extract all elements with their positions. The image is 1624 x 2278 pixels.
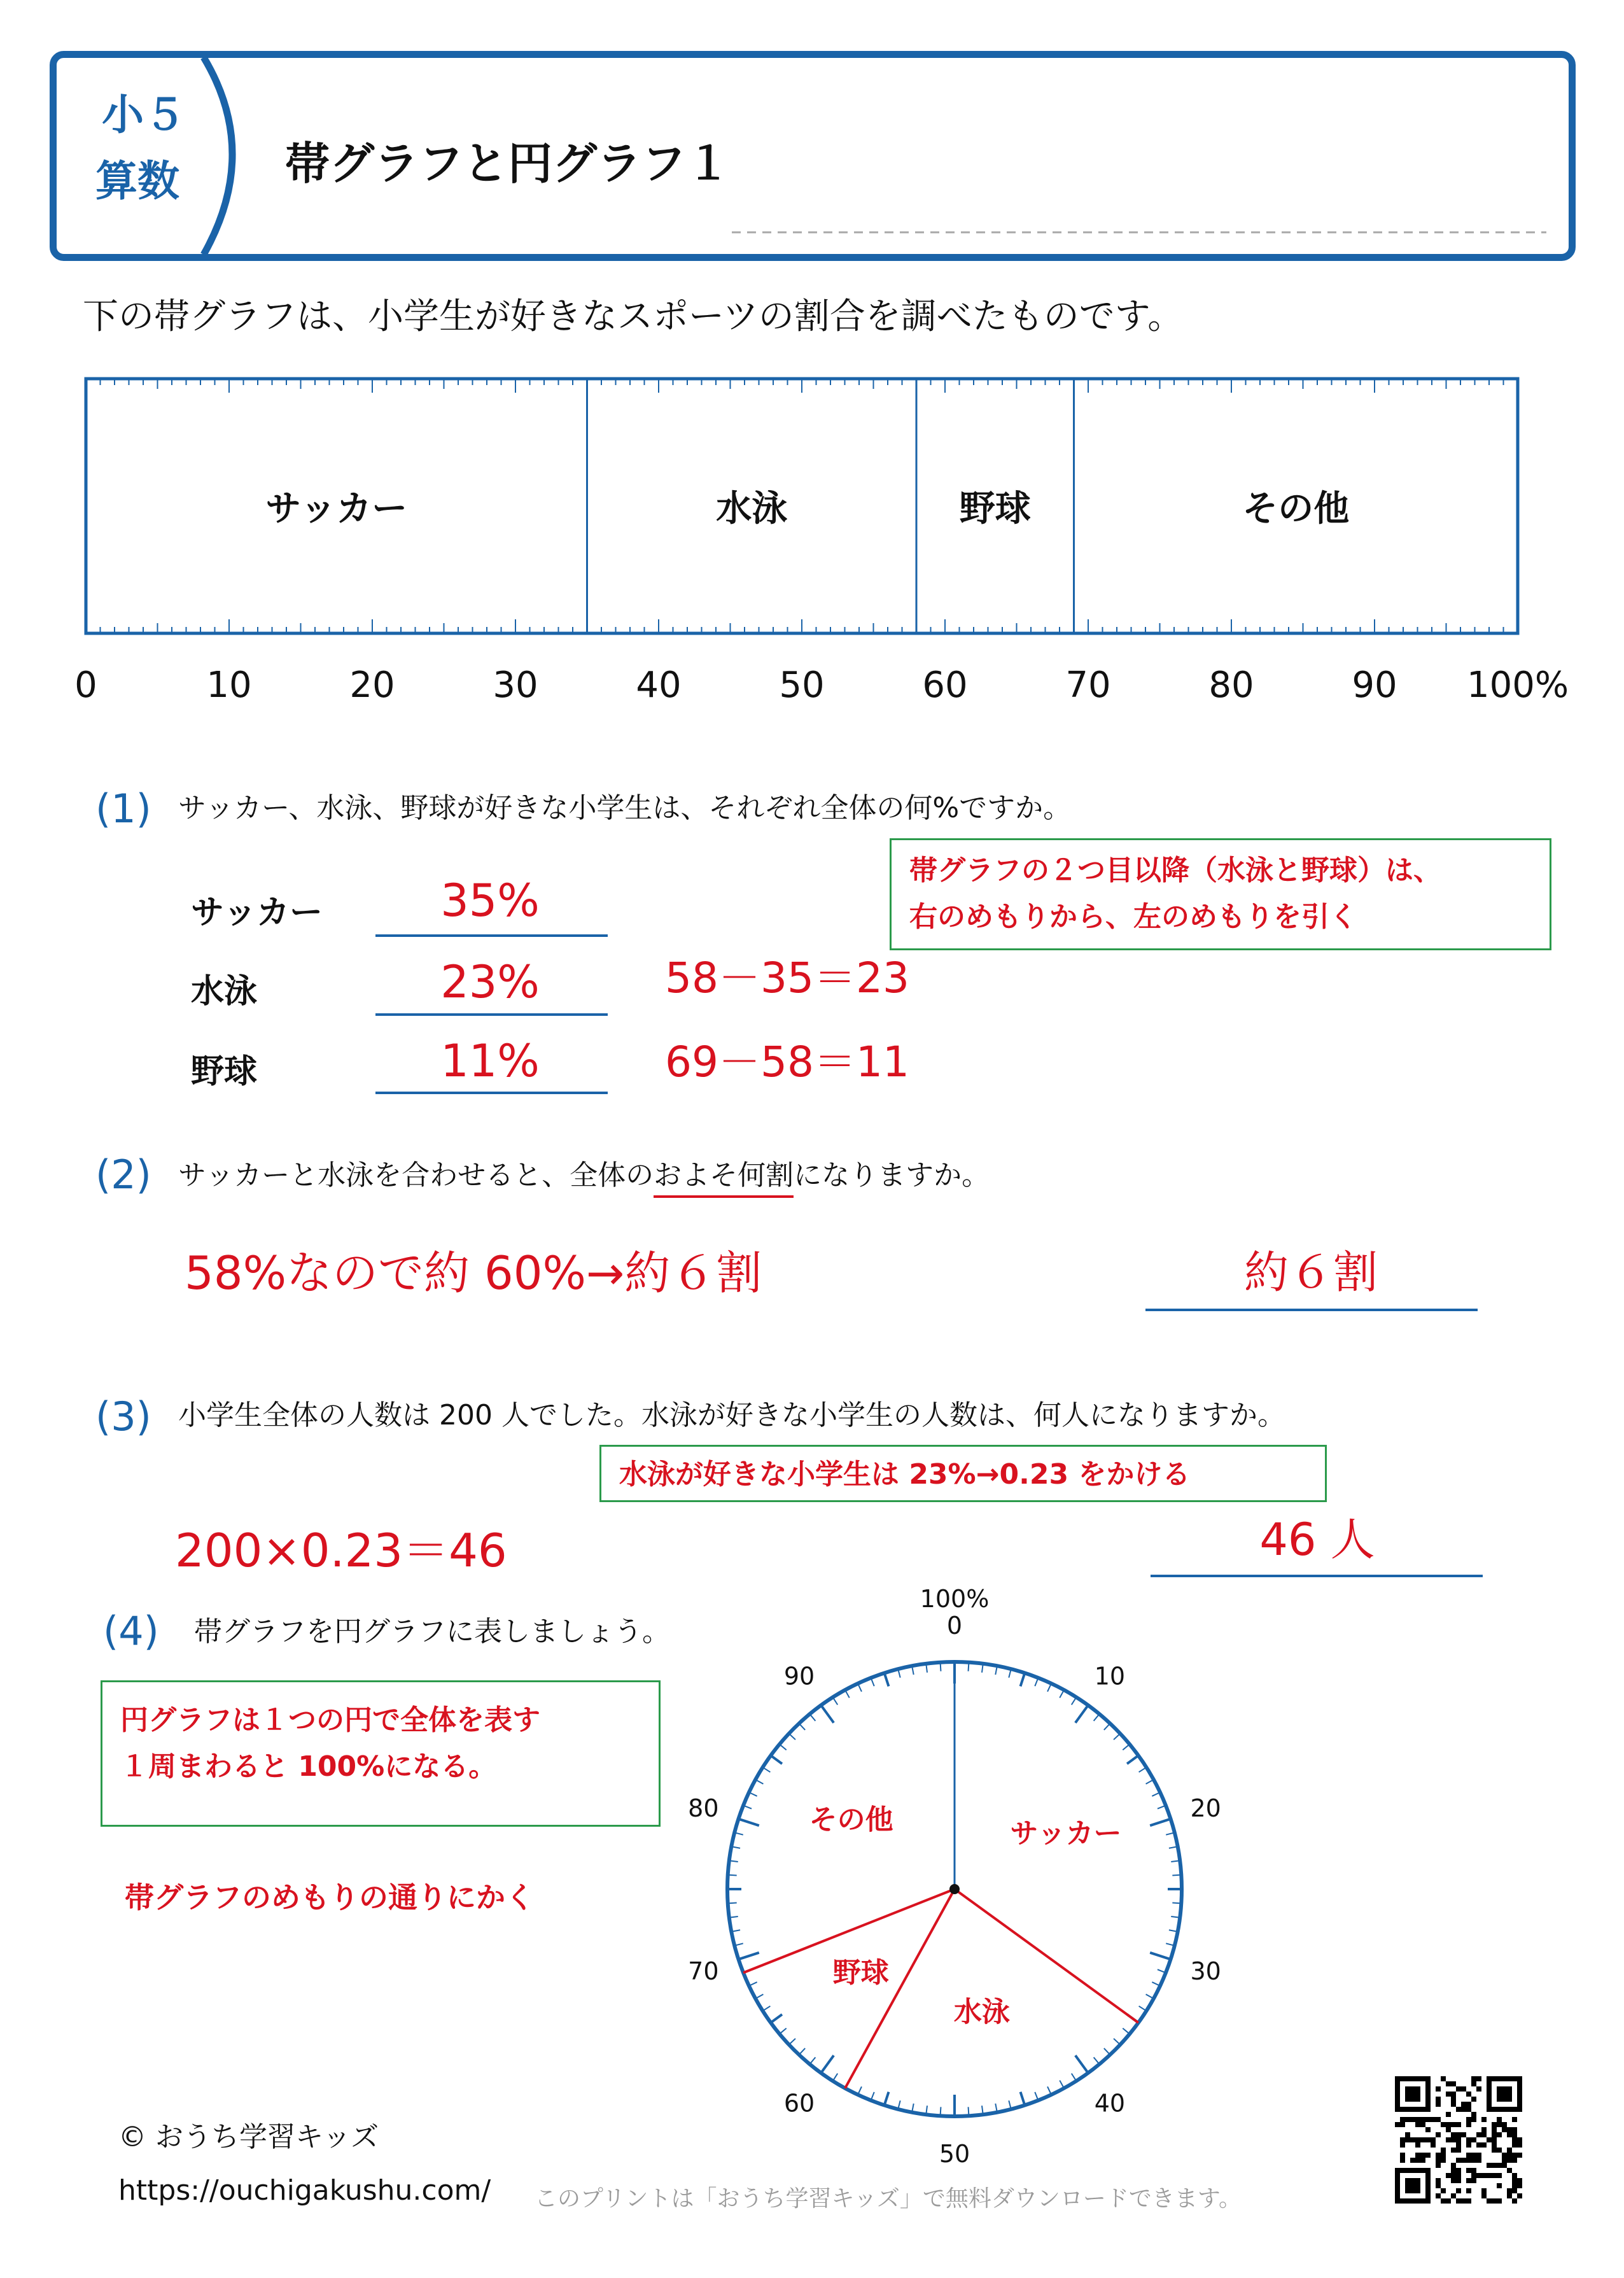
- pie-tick: [1021, 2092, 1025, 2106]
- q4-hint-line-2: １周まわると 100%になる。: [120, 1750, 497, 1783]
- q4-text: 帯グラフを円グラフに表しましょう。: [194, 1615, 670, 1648]
- pie-scale-label: 50: [939, 2140, 970, 2168]
- q4-hint-box: [101, 1680, 661, 1827]
- pie-tick: [771, 2014, 782, 2023]
- pie-scale-label: 0: [946, 1612, 963, 1640]
- pie-tick: [1104, 1724, 1110, 1730]
- pie-tick: [763, 2006, 771, 2011]
- pie-chart-radii: [743, 1662, 1138, 2088]
- pie-tick: [821, 1705, 834, 1723]
- q1-row-label: 水泳: [191, 973, 258, 1011]
- band-scale-label: 100%: [1466, 664, 1569, 706]
- pie-scale-label: 90: [783, 1662, 815, 1691]
- pie-tick: [885, 2092, 889, 2106]
- pie-tick: [763, 1768, 771, 1773]
- pie-scale-label: 10: [1094, 1662, 1126, 1691]
- answer-underline: [375, 1013, 608, 1016]
- q3-work: 200×0.23＝46: [175, 1524, 507, 1577]
- page-title: 帯グラフと円グラフ１: [285, 137, 731, 190]
- q3-number: (3): [95, 1393, 151, 1440]
- band-scale-label: 0: [74, 664, 97, 706]
- pie-tick: [1060, 2081, 1064, 2088]
- band-scale-label: 10: [206, 664, 252, 706]
- band-scale-label: 60: [922, 664, 968, 706]
- pie-slice-label: サッカー: [1010, 1817, 1122, 1850]
- q2-number: (2): [95, 1151, 151, 1198]
- pie-tick: [1172, 1875, 1181, 1876]
- q4-number: (4): [103, 1608, 159, 1654]
- q1-number: (1): [95, 785, 151, 832]
- pie-tick: [799, 1724, 806, 1730]
- q3-answer: 46 人: [1259, 1514, 1375, 1566]
- pie-tick: [809, 2057, 815, 2064]
- q2-work: 58%なので約 60%→約６割: [185, 1246, 762, 1300]
- q1-calc-baseball: 69－58＝11: [665, 1037, 909, 1086]
- band-graph-scale: [74, 664, 1569, 706]
- pie-tick: [780, 2028, 787, 2034]
- pie-tick: [780, 1744, 787, 1750]
- copyright-text: © おうち学習キッズ: [118, 2121, 379, 2153]
- q1-row-label: 野球: [191, 1053, 258, 1091]
- pie-tick: [1104, 2048, 1110, 2055]
- pie-tick: [755, 1780, 763, 1784]
- pie-tick: [789, 1734, 795, 1740]
- pie-tick: [833, 2074, 838, 2081]
- pie-scale-label: 30: [1190, 1957, 1221, 1986]
- pie-scale-label: 40: [1094, 2089, 1126, 2118]
- pie-tick: [1072, 1698, 1077, 1705]
- answer-underline: [1145, 1309, 1478, 1311]
- pie-tick: [1150, 1819, 1170, 1826]
- pie-tick: [1060, 1690, 1064, 1698]
- pie-tick: [885, 1673, 889, 1686]
- pie-slice-label: 水泳: [953, 1995, 1010, 2028]
- band-scale-label: 70: [1065, 664, 1111, 706]
- band-graph-segments: [86, 379, 1518, 633]
- pie-scale-label: 20: [1190, 1794, 1221, 1822]
- answer-underline: [375, 934, 608, 937]
- pie-scale-label: 80: [688, 1794, 719, 1822]
- pie-tick: [1146, 1780, 1154, 1784]
- q1-calc-swimming: 58－35＝23: [665, 953, 909, 1002]
- pie-slice-label: その他: [809, 1803, 893, 1836]
- pie-tick: [845, 1690, 850, 1698]
- q1-hint-line-1: 帯グラフの２つ目以降（水泳と野球）は、: [909, 854, 1441, 887]
- pie-tick: [1139, 2006, 1147, 2011]
- q1-text: サッカー、水泳、野球が好きな小学生は、それぞれ全体の何%ですか。: [178, 792, 1072, 824]
- pie-tick: [1123, 1744, 1130, 1750]
- pie-tick: [1094, 2057, 1100, 2064]
- q1-hint-box: [890, 838, 1551, 950]
- pie-top-label: 100%: [920, 1585, 990, 1613]
- pie-tick: [1123, 2028, 1130, 2034]
- pie-tick: [1114, 1734, 1120, 1740]
- q4-hint-line-1: 円グラフは１つの円で全体を表す: [120, 1704, 540, 1736]
- answer-underline: [1151, 1575, 1483, 1577]
- header-decoration: [0, 0, 1624, 267]
- q1-row-label: サッカー: [191, 894, 323, 932]
- pie-tick: [1172, 1903, 1181, 1904]
- answer-underline: [375, 1092, 608, 1094]
- qr-code-icon: [1395, 2076, 1522, 2204]
- pie-chart: [688, 1578, 1221, 2177]
- pie-tick: [1072, 2074, 1077, 2081]
- pie-tick: [1146, 1994, 1154, 1999]
- pie-tick: [1094, 1714, 1100, 1721]
- band-segment-label: サッカー: [265, 488, 408, 530]
- pie-tick: [833, 1698, 838, 1705]
- q1-answer-soccer: 35%: [440, 875, 540, 927]
- pie-tick: [1150, 1953, 1170, 1960]
- pie-tick: [821, 2055, 834, 2073]
- band-scale-label: 50: [779, 664, 825, 706]
- band-scale-label: 40: [636, 664, 682, 706]
- pie-slice-label: 野球: [832, 1956, 889, 1989]
- band-scale-label: 30: [493, 664, 538, 706]
- pie-tick: [1114, 2039, 1120, 2045]
- band-graph: [0, 356, 1624, 713]
- q2-text: サッカーと水泳を合わせると、全体のおよそ何割になりますか。: [178, 1162, 990, 1190]
- q1-answer-swimming: 23%: [440, 956, 540, 1008]
- q3-text: 小学生全体の人数は 200 人でした。水泳が好きな小学生の人数は、何人になりますか。: [178, 1399, 1285, 1431]
- pie-tick: [755, 1994, 763, 1999]
- band-segment-label: その他: [1242, 488, 1350, 530]
- pie-tick: [1127, 1755, 1138, 1764]
- pie-tick: [1139, 1768, 1147, 1773]
- pie-tick: [1075, 2055, 1088, 2073]
- pie-tick: [809, 1714, 815, 1721]
- pie-tick: [728, 1875, 737, 1876]
- grade-label: 小５: [102, 90, 186, 139]
- q1-answer-baseball: 11%: [440, 1035, 540, 1087]
- band-segment-label: 水泳: [716, 488, 788, 530]
- subject-label: 算数: [95, 157, 179, 206]
- pie-scale-label: 60: [783, 2089, 815, 2118]
- q3-hint-box: 水泳が好きな小学生は 23%→0.23 をかける: [599, 1445, 1327, 1502]
- q1-hint-line-2: 右のめもりから、左のめもりを引く: [909, 900, 1357, 933]
- pie-tick: [789, 2039, 795, 2045]
- site-url-link[interactable]: https://ouchigakushu.com/: [118, 2174, 491, 2207]
- pie-tick: [728, 1903, 737, 1904]
- q2-answer: 約６割: [1244, 1246, 1378, 1298]
- pie-tick: [738, 1819, 759, 1826]
- pie-tick: [738, 1953, 759, 1960]
- band-scale-label: 90: [1352, 664, 1397, 706]
- pie-tick: [771, 1755, 782, 1764]
- band-scale-label: 80: [1208, 664, 1254, 706]
- pie-tick: [1021, 1673, 1025, 1686]
- pie-tick: [799, 2048, 806, 2055]
- pie-tick: [1075, 1705, 1088, 1723]
- q2-underlined-text: およそ何割: [654, 1159, 794, 1198]
- download-notice: このプリントは「おうち学習キッズ」で無料ダウンロードできます。: [535, 2186, 1242, 2212]
- band-segment-label: 野球: [959, 488, 1031, 530]
- intro-text: 下の帯グラフは、小学生が好きなスポーツの割合を調べたものです。: [83, 296, 1184, 337]
- pie-center-dot: [949, 1884, 960, 1894]
- q4-note: 帯グラフのめもりの通りにかく: [125, 1880, 535, 1915]
- band-scale-label: 20: [349, 664, 395, 706]
- pie-scale-label: 70: [688, 1957, 719, 1986]
